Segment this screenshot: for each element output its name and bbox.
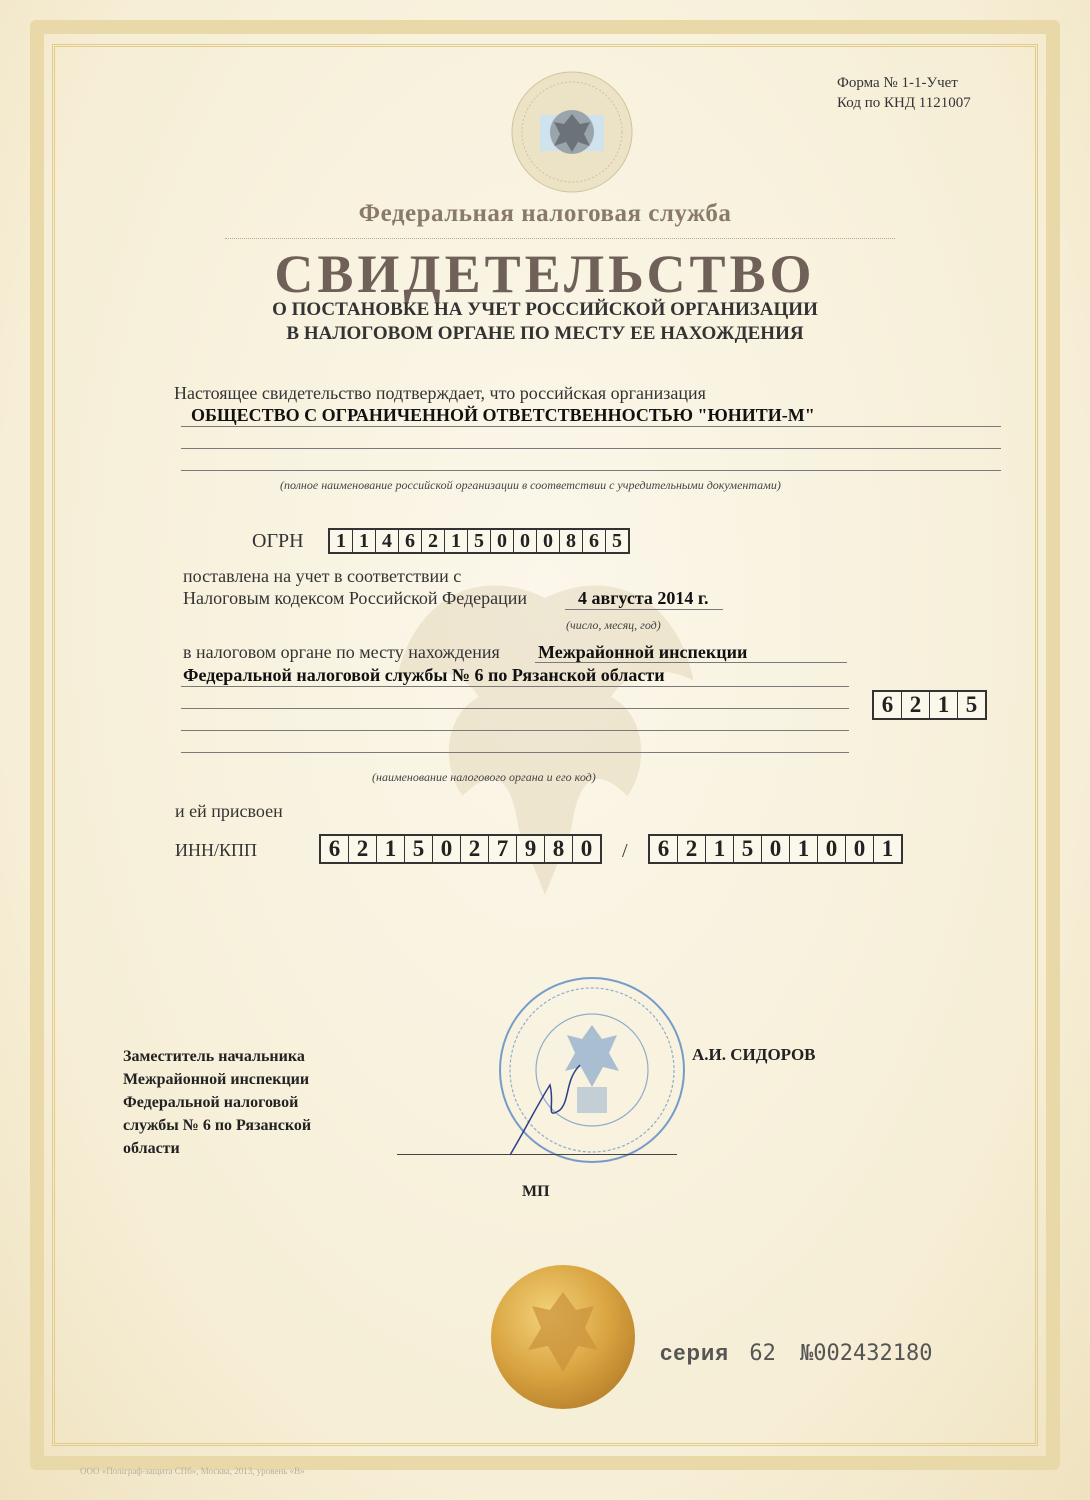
inn-kpp-separator: / (622, 840, 628, 862)
position-line: области (123, 1140, 180, 1157)
position-line: Межрайонной инспекции (123, 1071, 310, 1088)
signatory-position (123, 1045, 383, 1160)
date-note: (число, месяц, год) (566, 618, 661, 632)
series-number (660, 1340, 933, 1366)
authority-underline-1 (535, 662, 847, 663)
digit-cell: 0 (537, 530, 560, 552)
digit-cell: 9 (517, 836, 545, 862)
ogrn-field (328, 528, 630, 554)
inn-kpp-label: ИНН/КПП (175, 840, 258, 860)
agency-name: Федеральная налоговая служба (358, 200, 732, 227)
digit-cell: 0 (433, 836, 461, 862)
certificate-number: 002432180 (813, 1341, 933, 1366)
position-line: службы № 6 по Рязанской (123, 1117, 312, 1134)
digit-cell: 2 (461, 836, 489, 862)
digit-cell: 5 (468, 530, 491, 552)
org-underline-1 (181, 426, 1001, 427)
digit-cell: 6 (583, 530, 606, 552)
assigned-text: и ей присвоен (175, 801, 283, 821)
inn-field (319, 834, 602, 864)
document-title: СВИДЕТЕЛЬСТВО (274, 244, 816, 304)
authority-line-1: Межрайонной инспекции (538, 642, 748, 662)
authority-note: (наименование налогового органа и его код) (372, 770, 596, 784)
digit-cell: 8 (560, 530, 583, 552)
authority-underline-5 (181, 752, 849, 753)
date-underline (565, 609, 723, 610)
digit-cell: 0 (846, 836, 874, 862)
digit-cell: 1 (330, 530, 353, 552)
registered-text-2: Налоговым кодексом Российской Федерации (183, 588, 528, 608)
hologram-emblem-icon (510, 70, 634, 194)
printer-imprint: ООО «Поліграф-защита СПб», Москва, 2013, уровень «В» (80, 1466, 305, 1476)
digit-cell: 1 (377, 836, 405, 862)
digit-cell: 2 (422, 530, 445, 552)
handwritten-signature (500, 1060, 590, 1160)
digit-cell: 8 (545, 836, 573, 862)
subtitle-line-2: В НАЛОГОВОМ ОРГАНЕ ПО МЕСТУ ЕЕ НАХОЖДЕНИЯ (286, 323, 804, 344)
gold-seal-icon (488, 1262, 638, 1412)
digit-cell: 1 (445, 530, 468, 552)
digit-cell: 4 (376, 530, 399, 552)
digit-cell: 1 (930, 692, 958, 718)
intro-text: Настоящее свидетельство подтверждает, что российская организация (174, 383, 706, 403)
signature-line (397, 1154, 677, 1155)
form-number: Форма № 1-1-Учет (837, 75, 958, 91)
digit-cell: 0 (491, 530, 514, 552)
series-label: серия (660, 1340, 730, 1365)
digit-cell: 5 (612, 530, 622, 552)
subtitle-line-1: О ПОСТАНОВКЕ НА УЧЕТ РОССИЙСКОЙ ОРГАНИЗАЦИИ (272, 299, 818, 320)
document-subtitle (0, 298, 1090, 346)
digit-cell: 6 (321, 836, 349, 862)
registered-text-1: поставлена на учет в соответствии с (183, 566, 462, 586)
digit-cell: 5 (405, 836, 433, 862)
org-underline-2 (181, 448, 1001, 449)
org-name-note: (полное наименование российской организации в соответствии с учредительными документами) (280, 478, 781, 492)
digit-cell: 6 (399, 530, 422, 552)
digit-cell: 5 (965, 692, 978, 717)
digit-cell: 1 (706, 836, 734, 862)
authority-line-2: Федеральной налоговой службы № 6 по Рязанской области (183, 665, 665, 685)
knd-code: Код по КНД 1121007 (837, 95, 971, 111)
ogrn-label: ОГРН (252, 530, 304, 552)
digit-cell: 6 (874, 692, 902, 718)
authority-underline-3 (181, 708, 849, 709)
authority-label: в налоговом органе по месту нахождения (183, 642, 500, 662)
digit-cell: 1 (790, 836, 818, 862)
digit-cell: 2 (349, 836, 377, 862)
digit-cell: 6 (650, 836, 678, 862)
position-line: Федеральной налоговой (123, 1094, 299, 1111)
kpp-field (648, 834, 903, 864)
digit-cell: 0 (580, 836, 593, 861)
digit-cell: 1 (353, 530, 376, 552)
digit-cell: 1 (881, 836, 894, 861)
authority-code-field (872, 690, 987, 720)
digit-cell: 0 (818, 836, 846, 862)
series-value: 62 (749, 1341, 776, 1366)
stamp-place-label: МП (522, 1183, 550, 1200)
digit-cell: 5 (734, 836, 762, 862)
number-prefix: № (800, 1341, 814, 1366)
digit-cell: 2 (678, 836, 706, 862)
position-line: Заместитель начальника (123, 1048, 305, 1065)
authority-underline-4 (181, 730, 849, 731)
agency-divider (225, 238, 895, 239)
digit-cell: 2 (902, 692, 930, 718)
digit-cell: 7 (489, 836, 517, 862)
form-number-block (837, 73, 971, 113)
organization-name: ОБЩЕСТВО С ОГРАНИЧЕННОЙ ОТВЕТСТВЕННОСТЬЮ "ЮНИТИ-М" (191, 405, 815, 425)
digit-cell: 0 (762, 836, 790, 862)
digit-cell: 0 (514, 530, 537, 552)
registration-date: 4 августа 2014 г. (578, 588, 709, 608)
org-underline-3 (181, 470, 1001, 471)
authority-underline-2 (181, 686, 849, 687)
signer-name: А.И. СИДОРОВ (692, 1045, 816, 1064)
